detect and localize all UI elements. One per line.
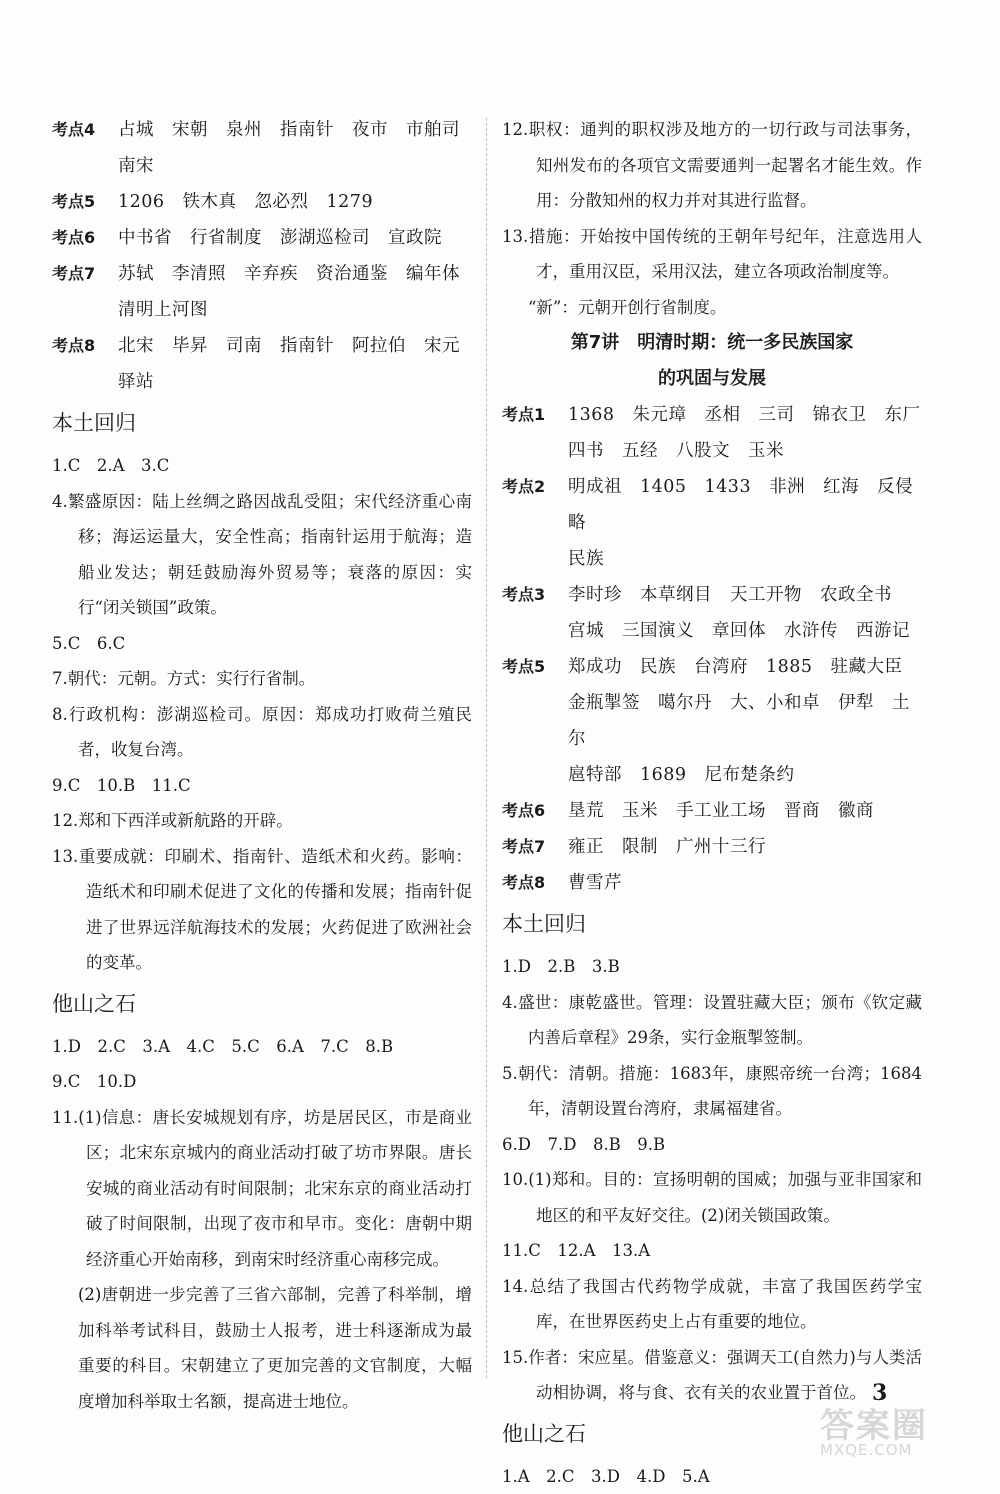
kaodian-line: 郑成功 民族 台湾府 1885 驻藏大臣	[568, 649, 922, 685]
kaodian-values	[118, 256, 472, 328]
answer-item: 12.郑和下西洋或新航路的开辟。	[52, 803, 472, 839]
kaodian-line: 1206 铁木真 忽必烈 1279	[118, 184, 472, 220]
answer-item: 5.C 6.C	[52, 626, 472, 662]
kaodian-label: 考点1	[502, 397, 545, 433]
kaodian-values	[118, 184, 472, 220]
kaodian-label: 考点6	[502, 793, 545, 829]
kaodian-entry	[502, 469, 922, 577]
answer-item: 4.繁盛原因：陆上丝绸之路因战乱受阻；宋代经济重心南移；海运运量大，安全性高；指南针运用于航海；造船业发达；朝廷鼓励海外贸易等；衰落的原因：实行“闭关锁国”政策。	[52, 484, 472, 626]
section-heading: 本土回归	[52, 406, 472, 440]
watermark-text: 答案圈	[820, 1398, 1000, 1447]
right-column	[502, 112, 922, 1494]
kaodian-label: 考点7	[52, 256, 95, 292]
kaodian-values	[568, 577, 922, 649]
answer-item: 9.C 10.B 11.C	[52, 768, 472, 804]
answer-item: 5.朝代：清朝。措施：1683年，康熙帝统一台湾；1684年，清朝设置台湾府，隶属福建省。	[502, 1056, 922, 1127]
kaodian-entry	[502, 865, 922, 901]
kaodian-label: 考点5	[52, 184, 95, 220]
kaodian-label: 考点7	[502, 829, 545, 865]
section-heading: 他山之石	[52, 987, 472, 1021]
kaodian-line: 清明上河图	[118, 292, 472, 328]
kaodian-entry	[52, 220, 472, 256]
kaodian-values	[568, 793, 922, 829]
answer-subitem: (2)唐朝进一步完善了三省六部制，完善了科举制，增加科举考试科目，鼓励士人报考，进士科逐渐成为最重要的科目。宋朝建立了更加完善的文官制度，大幅度增加科举取士名额，提高进士地位。	[52, 1277, 472, 1419]
kaodian-entry	[52, 256, 472, 328]
answer-item: 11.(1)信息：唐长安城规划有序，坊是居民区，市是商业区；北宋东京城内的商业活动打破了坊市界限。唐长安城的商业活动有时间限制；北宋东京的商业活动打破了时间限制，出现了夜市和早市。变化：唐朝中期经济重心开始南移，到南宋时经济重心南移完成。	[52, 1100, 472, 1278]
kaodian-line: 明成祖 1405 1433 非洲 红海 反侵略	[568, 469, 922, 541]
section-heading: 本土回归	[502, 907, 922, 941]
watermark-url: MXQE.COM	[820, 1441, 1000, 1459]
kaodian-line: 北宋 毕昇 司南 指南针 阿拉伯 宋元	[118, 328, 472, 364]
answer-item: 6.D 7.D 8.B 9.B	[502, 1127, 922, 1163]
kaodian-entry	[52, 328, 472, 400]
kaodian-values	[568, 829, 922, 865]
lecture-title: 的巩固与发展	[502, 361, 922, 397]
answer-item: 4.盛世：康乾盛世。管理：设置驻藏大臣；颁布《钦定藏内善后章程》29条，实行金瓶掣签制。	[502, 985, 922, 1056]
kaodian-entry	[52, 112, 472, 184]
kaodian-entry	[52, 184, 472, 220]
kaodian-line: 1368 朱元璋 丞相 三司 锦衣卫 东厂	[568, 397, 922, 433]
kaodian-values	[118, 112, 472, 184]
kaodian-label: 考点3	[502, 577, 545, 613]
kaodian-line: 李时珍 本草纲目 天工开物 农政全书	[568, 577, 922, 613]
answer-item: 14.总结了我国古代药物学成就，丰富了我国医药学宝库，在世界医药史上占有重要的地位。	[502, 1269, 922, 1340]
answer-item: 10.(1)郑和。目的：宣扬明朝的国威；加强与亚非国家和地区的和平友好交往。(2)闭关锁国政策。	[502, 1162, 922, 1233]
kaodian-line: 金瓶掣签 噶尔丹 大、小和卓 伊犁 土尔	[568, 685, 922, 757]
kaodian-label: 考点8	[502, 865, 545, 901]
kaodian-entry	[502, 649, 922, 793]
kaodian-line: 垦荒 玉米 手工业工场 晋商 徽商	[568, 793, 922, 829]
kaodian-line: 中书省 行省制度 澎湖巡检司 宣政院	[118, 220, 472, 256]
kaodian-line: 民族	[568, 541, 922, 577]
kaodian-label: 考点5	[502, 649, 545, 685]
kaodian-entry	[502, 829, 922, 865]
kaodian-line: 宫城 三国演义 章回体 水浒传 西游记	[568, 613, 922, 649]
kaodian-line: 驿站	[118, 364, 472, 400]
answer-item: 1.D 2.C 3.A 4.C 5.C 6.A 7.C 8.B	[52, 1029, 472, 1065]
kaodian-line: 曹雪芹	[568, 865, 922, 901]
watermark-logo	[820, 1398, 1000, 1466]
answer-item: 1.A 2.C 3.D 4.D 5.A	[502, 1459, 922, 1494]
answer-item: 11.C 12.A 13.A	[502, 1233, 922, 1269]
kaodian-entry	[502, 577, 922, 649]
answer-item: 9.C 10.D	[52, 1064, 472, 1100]
answer-note: “新”：元朝开创行省制度。	[502, 290, 922, 326]
kaodian-values	[568, 469, 922, 577]
kaodian-values	[568, 649, 922, 793]
answer-item: 12.职权：通判的职权涉及地方的一切行政与司法事务，知州发布的各项官文需要通判一起署名才能生效。作用：分散知州的权力并对其进行监督。	[502, 112, 922, 219]
answer-item: 15.作者：宋应星。借鉴意义：强调天工(自然力)与人类活动相协调，将与食、衣有关的农业置于首位。	[502, 1340, 922, 1411]
kaodian-values	[118, 220, 472, 256]
answer-item: 13.措施：开始按中国传统的王朝年号纪年，注意选用人才，重用汉臣，采用汉法，建立各项政治制度等。	[502, 219, 922, 290]
kaodian-line: 四书 五经 八股文 玉米	[568, 433, 922, 469]
kaodian-values	[118, 328, 472, 400]
kaodian-label: 考点6	[52, 220, 95, 256]
section-heading: 他山之石	[502, 1417, 922, 1451]
kaodian-line: 苏轼 李清照 辛弃疾 资治通鉴 编年体	[118, 256, 472, 292]
kaodian-entry	[502, 793, 922, 829]
kaodian-entry	[502, 397, 922, 469]
kaodian-values	[568, 865, 922, 901]
column-divider	[486, 118, 487, 1378]
answer-item: 7.朝代：元朝。方式：实行行省制。	[52, 661, 472, 697]
lecture-title: 第7讲 明清时期：统一多民族国家	[502, 325, 922, 361]
answer-item: 1.C 2.A 3.C	[52, 448, 472, 484]
kaodian-label: 考点8	[52, 328, 95, 364]
kaodian-line: 占城 宋朝 泉州 指南针 夜市 市舶司	[118, 112, 472, 148]
kaodian-line: 南宋	[118, 148, 472, 184]
answer-item: 13.重要成就：印刷术、指南针、造纸术和火药。影响：造纸术和印刷术促进了文化的传播和发展；指南针促进了世界远洋航海技术的发展；火药促进了欧洲社会的变革。	[52, 839, 472, 981]
kaodian-label: 考点2	[502, 469, 545, 505]
page-number: 3	[872, 1380, 887, 1406]
kaodian-label: 考点4	[52, 112, 95, 148]
kaodian-line: 扈特部 1689 尼布楚条约	[568, 757, 922, 793]
answer-item: 8.行政机构：澎湖巡检司。原因：郑成功打败荷兰殖民者，收复台湾。	[52, 697, 472, 768]
kaodian-values	[568, 397, 922, 469]
kaodian-line: 雍正 限制 广州十三行	[568, 829, 922, 865]
left-column	[52, 112, 472, 1419]
answer-item: 1.D 2.B 3.B	[502, 949, 922, 985]
